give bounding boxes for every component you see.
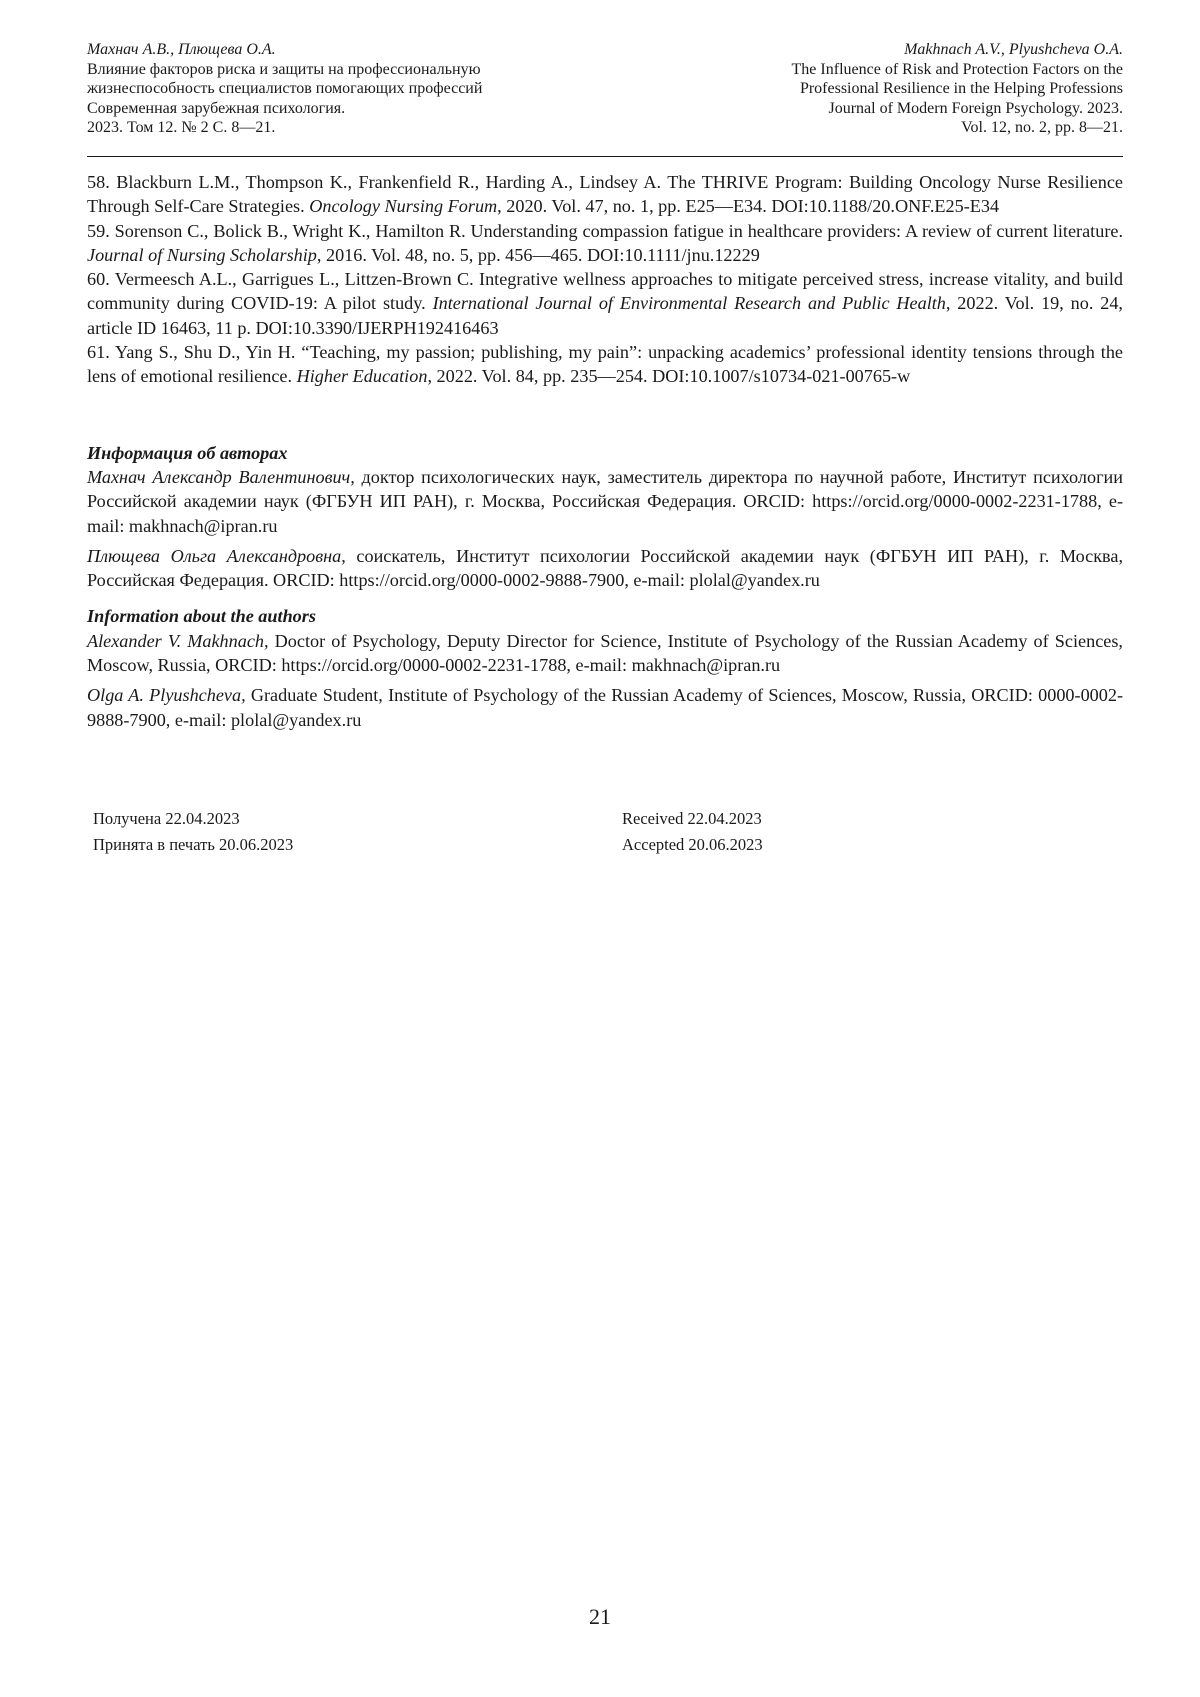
author-entry-ru-2	[87, 544, 1123, 593]
author-details: соискатель, Институт психологии Российской академии наук (ФГБУН ИП РАН), г. Москва, Российская Федерация. ORCID: https://orcid.org/0000-0002-9888-7900, e-mail: plolal@yandex.ru	[87, 545, 1123, 591]
header-authors-ru: Махнач А.В., Плющева О.А.	[87, 41, 276, 58]
author-entry-ru-1	[87, 465, 1123, 538]
header-left-ru	[87, 40, 607, 138]
reference-item-58	[87, 170, 1123, 219]
authors-info-en	[87, 604, 1123, 731]
dates-ru	[93, 806, 493, 858]
accepted-date-ru: Принята в печать 20.06.2023	[93, 835, 294, 854]
authors-info-en-title: Information about the authors	[87, 606, 316, 627]
author-details: доктор психологических наук, заместитель директора по научной работе, Институт психологии Российской академии наук (ФГБУН ИП РАН), г. Москва, Российская Федерация. ORCID: https://orcid.org/0000-0002-2231-1788, e-mail: makhnach@ipran.ru	[87, 466, 1123, 536]
author-entry-en-2	[87, 683, 1123, 732]
authors-info-ru-title: Информация об авторах	[87, 442, 288, 463]
reference-details: , 2016. Vol. 48, no. 5, pp. 456—465. DOI:10.1111/jnu.12229	[316, 244, 760, 265]
reference-text: 58. Blackburn L.M., Thompson K., Frankenfield R., Harding A., Lindsey A. The THRIVE Program: Building Oncology Nurse Resilience Through Self-Care Strategies.	[87, 172, 1123, 217]
running-header	[87, 40, 1123, 148]
author-name: Махнач Александр Валентинович,	[87, 466, 355, 487]
author-details: Graduate Student, Institute of Psychology of the Russian Academy of Sciences, Moscow, Russia, ORCID: 0000-0002-9888-7900, e-mail: plolal@yandex.ru	[87, 685, 1124, 730]
header-title-ru-line1: Влияние факторов риска и защиты на профессиональную	[87, 60, 481, 78]
reference-item-60	[87, 267, 1123, 340]
header-journal-en: Journal of Modern Foreign Psychology. 2023.	[828, 99, 1123, 117]
reference-text: 60. Vermeesch A.L., Garrigues L., Littzen-Brown C. Integrative wellness approaches to mitigate perceived stress, increase vitality, and build community during COVID-19: A pilot study.	[87, 269, 1123, 314]
reference-list	[87, 170, 1123, 389]
header-issue-en: Vol. 12, no. 2, pp. 8—21.	[961, 119, 1123, 136]
reference-item-61	[87, 340, 1123, 389]
reference-journal: Oncology Nursing Forum	[309, 196, 498, 217]
header-issue-ru: 2023. Том 12. № 2 С. 8—21.	[87, 119, 276, 136]
reference-journal: International Journal of Environmental Research and Public Health	[432, 293, 946, 314]
reference-text: 59. Sorenson C., Bolick B., Wright K., Hamilton R. Understanding compassion fatigue in healthcare providers: A review of current literature.	[87, 220, 1123, 241]
author-name: Плющева Ольга Александровна,	[87, 545, 346, 566]
header-journal-ru: Современная зарубежная психология.	[87, 99, 346, 117]
reference-journal: Higher Education	[296, 366, 428, 387]
dates-en	[622, 806, 1022, 858]
header-right-en	[603, 40, 1123, 138]
received-date-en: Received 22.04.2023	[622, 809, 762, 828]
reference-details: , 2020. Vol. 47, no. 1, pp. E25—E34. DOI:10.1188/20.ONF.E25-E34	[497, 196, 1000, 217]
author-entry-en-1	[87, 629, 1123, 678]
reference-details: , 2022. Vol. 19, no. 24, article ID 16463, 11 p. DOI:10.3390/IJERPH192416463	[87, 293, 1123, 338]
header-divider	[87, 156, 1123, 157]
accepted-date-en: Accepted 20.06.2023	[622, 835, 763, 854]
reference-text: 61. Yang S., Shu D., Yin H. “Teaching, my passion; publishing, my pain”: unpacking academics’ professional identity tensions through the lens of emotional resilience.	[87, 342, 1123, 387]
header-title-en-line2: Professional Resilience in the Helping Professions	[799, 80, 1123, 97]
reference-journal: Journal of Nursing Scholarship	[87, 244, 317, 265]
page-number: 21	[589, 1604, 611, 1629]
header-authors-en: Makhnach A.V., Plyushcheva O.A.	[904, 41, 1123, 58]
reference-item-59	[87, 219, 1123, 268]
author-details: Doctor of Psychology, Deputy Director for Science, Institute of Psychology of the Russian Academy of Sciences, Moscow, Russia, ORCID: https://orcid.org/0000-0002-2231-1788, e-mail: makhnach@ipran.ru	[87, 630, 1123, 676]
authors-info-ru	[87, 441, 1123, 593]
main-content	[87, 170, 1123, 738]
author-name: Olga A. Plyushcheva,	[87, 685, 246, 706]
header-title-ru-line2: жизнеспособность специалистов помогающих профессий	[87, 80, 483, 97]
author-name: Alexander V. Makhnach,	[87, 630, 269, 651]
received-date-ru: Получена 22.04.2023	[93, 809, 240, 828]
reference-details: , 2022. Vol. 84, pp. 235—254. DOI:10.1007/s10734-021-00765-w	[427, 366, 911, 387]
header-title-en-line1: The Influence of Risk and Protection Factors on the	[791, 60, 1123, 78]
